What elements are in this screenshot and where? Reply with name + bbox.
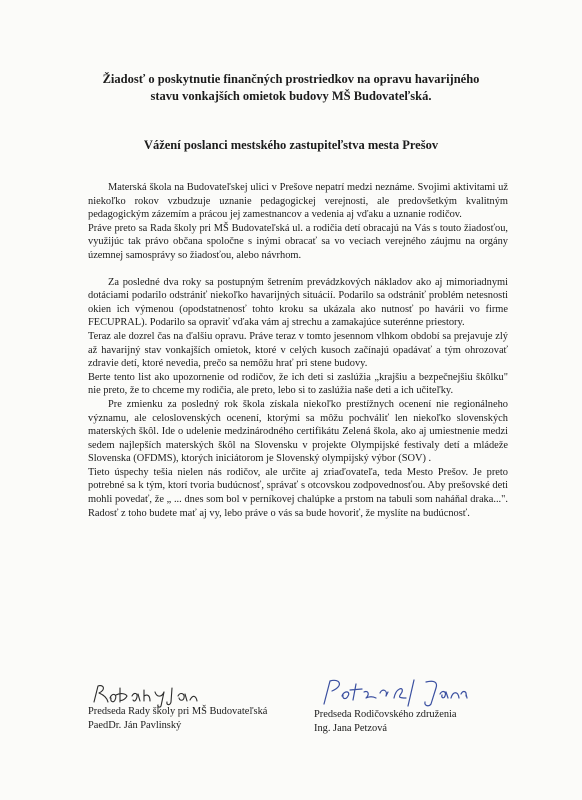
signature-right-handwriting	[318, 676, 468, 708]
salutation: Vážení poslanci mestského zastupiteľstva mesta Prešov	[143, 138, 439, 152]
paragraph-request: Práve preto sa Rada školy pri MŠ Budovateľská ul. a rodičia detí obracajú na Vás s touto žiadosťou, využijúc tak právo občana spoločne s inými obracať sa vo veciach verejného záujmu na orgány územnej samosprávy so žiadosťou, alebo návrhom.	[88, 222, 508, 261]
paragraph-awards: Pre zmienku za posledný rok škola získala niekoľko prestížnych ocenení nie regionálneho významu, ale celoslovenských ocenení, ktorými sa môžu pochváliť len niekoľko slovenských materských škôl. Ide o udelenie medzinárodného certifikátu Zelená škola, ako aj umiestnenie medzi sedem najlepších materských škôl na Slovensku v projekte Olympijské festivaly detí a mládeže Slovenska (OFDMS), ktorých iniciátorom je Slovenský olympijský výbor (SOV) .	[88, 398, 508, 465]
paragraph-repairs: Za posledné dva roky sa postupným šetrením prevádzkových nákladov ako aj mimoriadnymi dotáciami podarilo odstrániť niekoľko havarijných situácií. Podarilo sa odstrániť problém netesnosti okien ich výmenou (opodstatnenosť tohto kroku sa ukázala ako nutnosť po havárii vo firme FECUPRAL). Podarilo sa opraviť vďaka vám aj strechu a zamakajúce suterénne priestory.	[88, 276, 508, 329]
paragraph-intro: Materská škola na Budovateľskej ulici v Prešove nepatrí medzi neznáme. Svojimi aktivitami už niekoľko rokov vzbudzuje uznanie pedagogickej verejnosti, ale predovšetkým kvalitným pedagogickým zázemím a prácou jej zamestnancov a vedenia aj vďaku a uznanie rodičov.	[88, 182, 508, 221]
signature-left-role: Predseda Rady školy pri MŠ Budovateľská	[88, 706, 268, 717]
signature-block-left	[88, 705, 267, 732]
title-line-2: stavu vonkajších omietok budovy MŠ Budovateľská.	[150, 89, 432, 103]
signature-block-right	[314, 708, 457, 735]
paragraph-warning: Berte tento list ako upozornenie od rodičov, že ich deti si zaslúžia „krajšiu a bezpečnejšiu škôlku" nie preto, že to chceme my rodičia, ale preto, lebo si to zaslúžia naše deti a ich učiteľky.	[88, 371, 508, 397]
letter-body	[88, 181, 508, 520]
document-title	[60, 71, 522, 105]
paragraph-closing: Tieto úspechy tešia nielen nás rodičov, ale určite aj zriaďovateľa, teda Mesto Prešov. Je preto potrebné sa k tým, ktorí tvoria budúcnosť, správať s otcovskou zodpovednosťou. Aby prešovské deti mohli povedať, že „ ... dnes som bol v perníkovej chalúpke a prstom na tabuli som naháňal draka...". Radosť z toho budete mať aj vy, lebo práve o vás sa bude hovoriť, že myslíte na budúcnosť.	[88, 466, 508, 519]
signature-left-name: PaedDr. Ján Pavlinský	[88, 719, 182, 731]
signature-right-role: Predseda Rodičovského združenia	[314, 709, 457, 720]
title-line-1: Žiadosť o poskytnutie finančných prostriedkov na opravu havarijného	[102, 72, 480, 86]
signature-left-handwriting	[90, 680, 200, 708]
paragraph-facade: Teraz ale dozrel čas na ďalšiu opravu. Práve teraz v tomto jesennom vlhkom období sa prejavuje zlý až havarijný stav vonkajších omietok, ktoré v celých kusoch začínajú opadávať a tým ohrozovať zdravie detí, ktoré nevedia, prečo sa nemôžu hrať pri stene budovy.	[88, 330, 508, 370]
signature-right-name: Ing. Jana Petzová	[314, 722, 387, 734]
